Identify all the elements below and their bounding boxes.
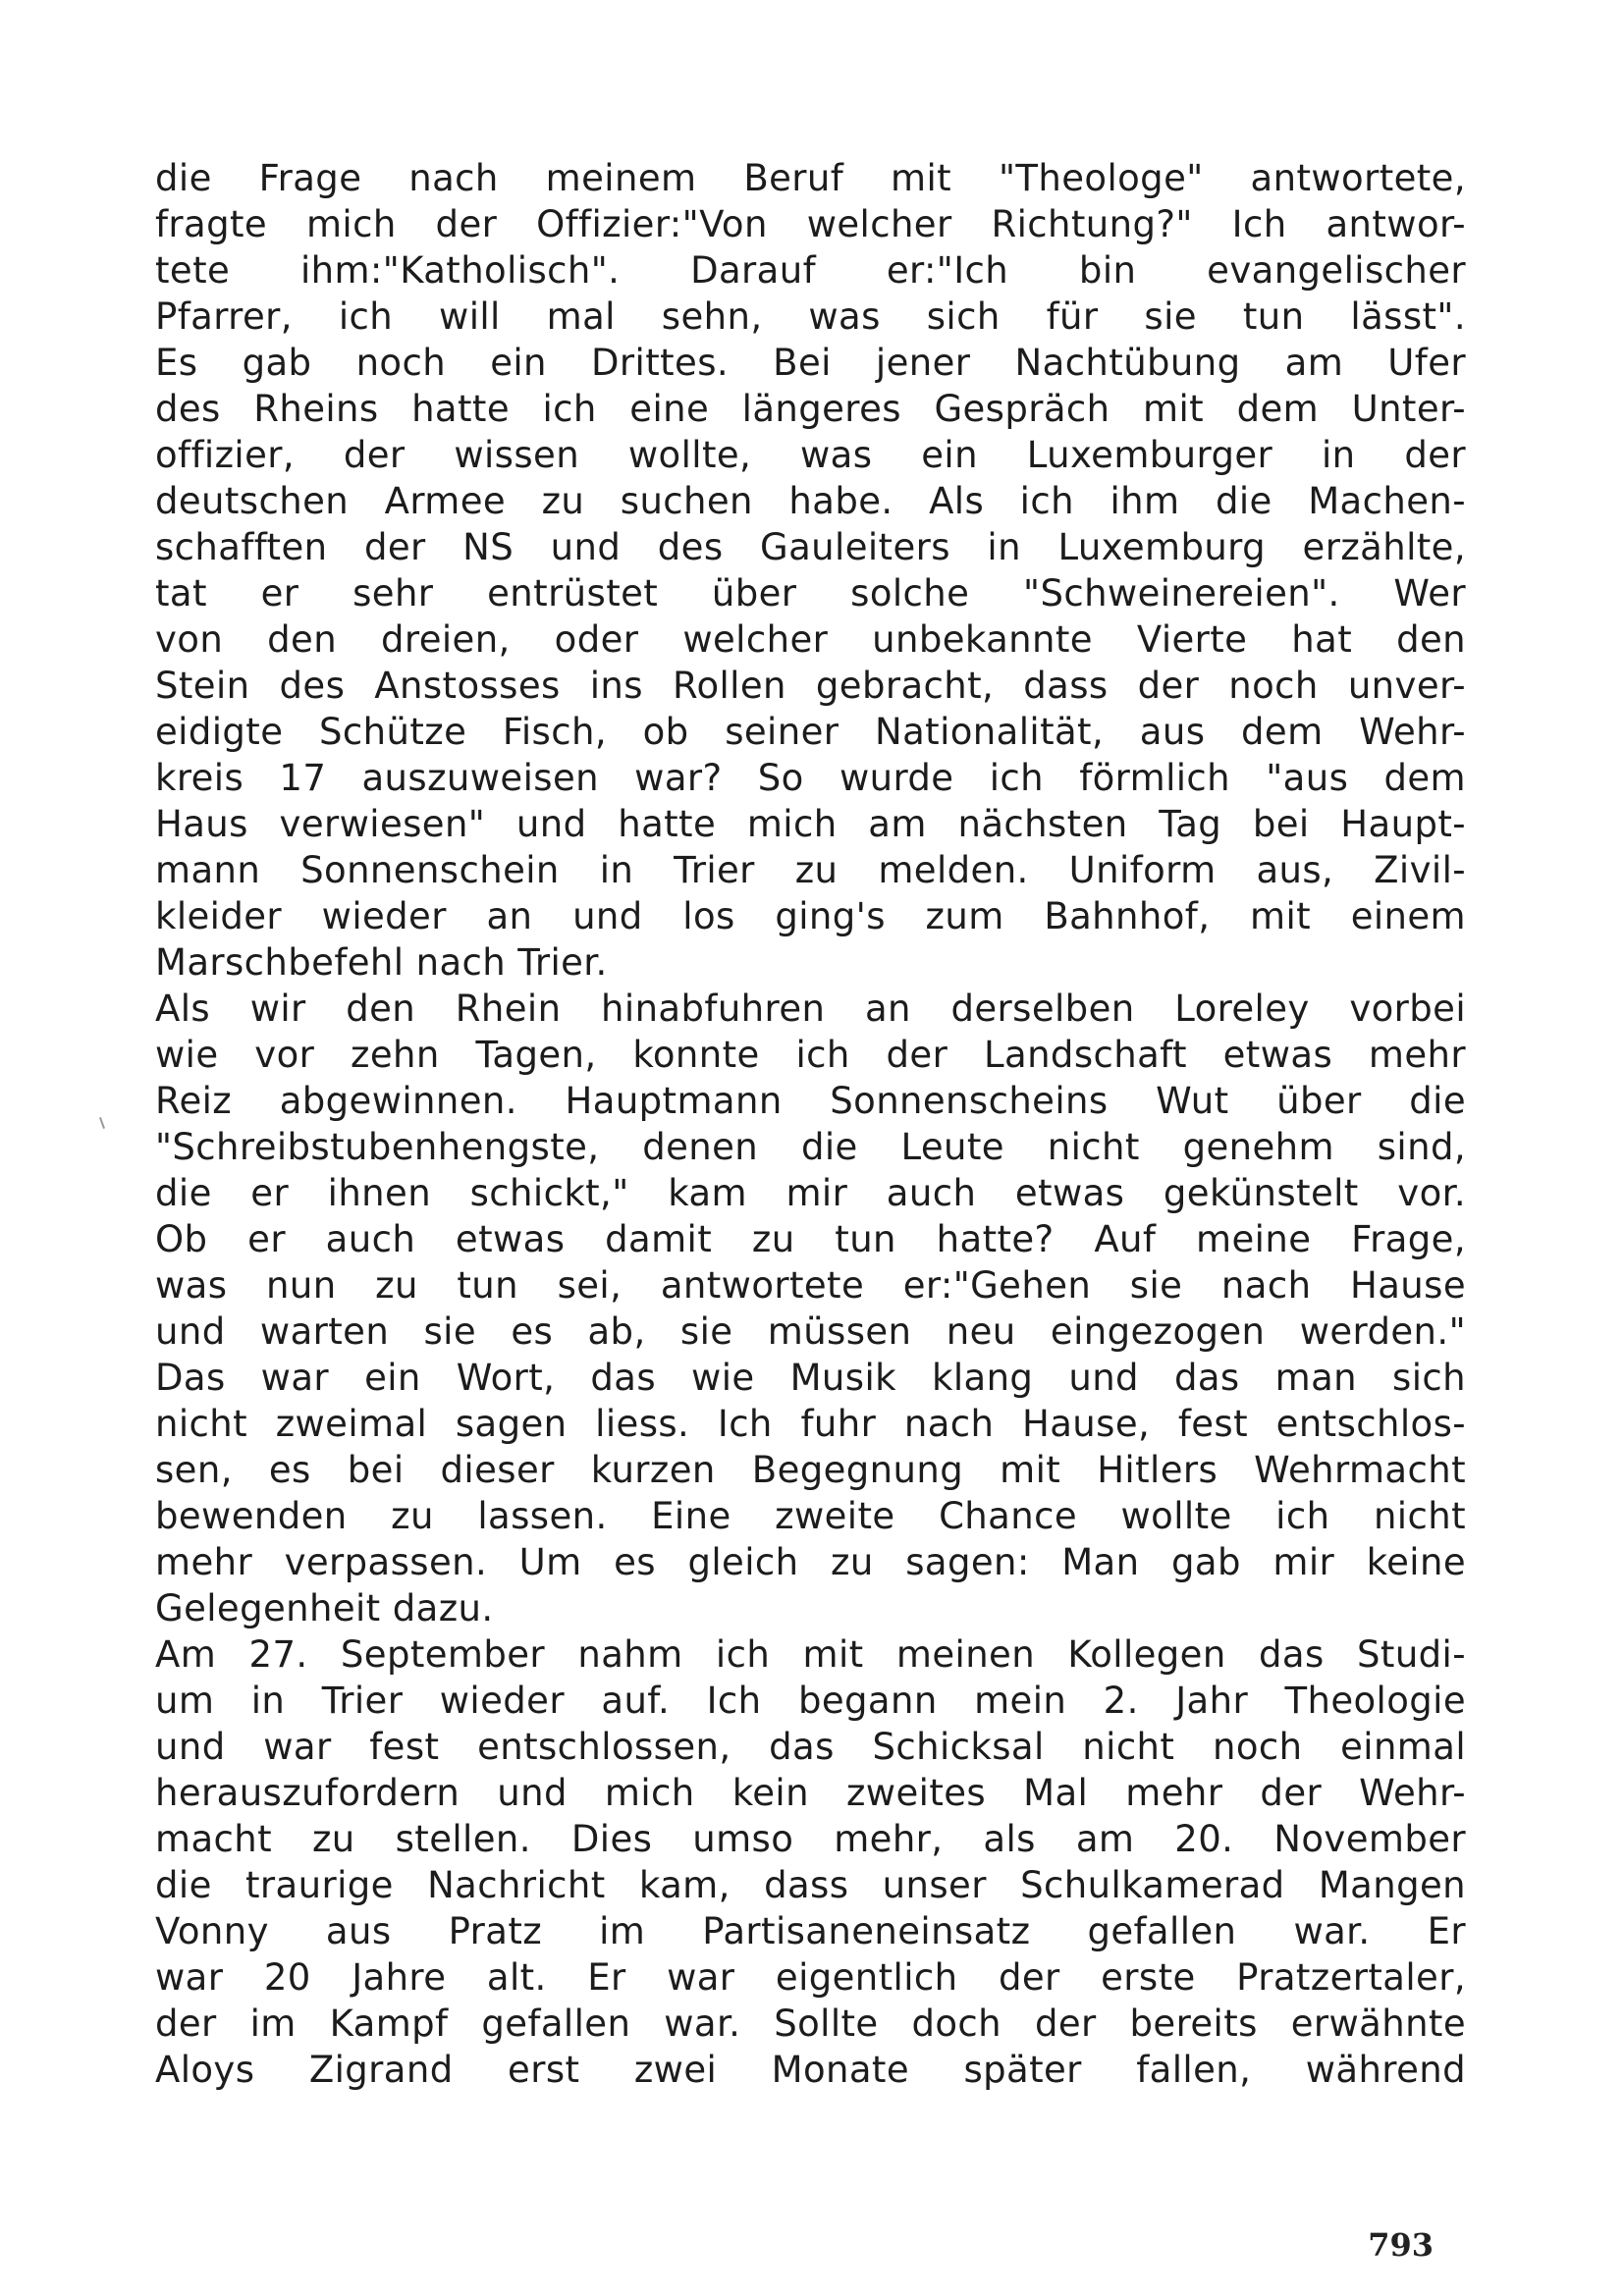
text-line: Am 27. September nahm ich mit meinen Kollegen das Studi-	[155, 1633, 1466, 1676]
text-line: macht zu stellen. Dies umso mehr, als am 20. November	[155, 1818, 1466, 1860]
text-line: Es gab noch ein Drittes. Bei jener Nachtübung am Ufer	[155, 342, 1466, 384]
text-line: bewenden zu lassen. Eine zweite Chance wollte ich nicht	[155, 1495, 1466, 1537]
text-line: die traurige Nachricht kam, dass unser Schulkamerad Mangen	[155, 1864, 1466, 1906]
text-line: Pfarrer, ich will mal sehn, was sich für sie tun lässt".	[155, 295, 1466, 338]
text-line: Als wir den Rhein hinabfuhren an derselben Loreley vorbei	[155, 988, 1466, 1030]
text-line: "Schreibstubenhengste, denen die Leute nicht genehm sind,	[155, 1126, 1466, 1168]
text-line: der im Kampf gefallen war. Sollte doch der bereits erwähnte	[155, 2002, 1466, 2045]
page-number: 793	[1368, 2226, 1434, 2264]
text-line: des Rheins hatte ich eine längeres Gespräch mit dem Unter-	[155, 388, 1466, 430]
text-line: Haus verwiesen" und hatte mich am nächsten Tag bei Haupt-	[155, 803, 1466, 845]
text-line: Aloys Zigrand erst zwei Monate später fallen, während	[155, 2049, 1466, 2091]
text-line: und war fest entschlossen, das Schicksal nicht noch einmal	[155, 1726, 1466, 1768]
text-line: von den dreien, oder welcher unbekannte Vierte hat den	[155, 618, 1466, 661]
text-line: Vonny aus Pratz im Partisaneneinsatz gefallen war. Er	[155, 1910, 1466, 1952]
text-line: was nun zu tun sei, antwortete er:"Gehen sie nach Hause	[155, 1264, 1466, 1307]
text-line: und warten sie es ab, sie müssen neu eingezogen werden."	[155, 1310, 1466, 1353]
text-line: Stein des Anstosses ins Rollen gebracht, dass der noch unver-	[155, 665, 1466, 707]
text-line: mehr verpassen. Um es gleich zu sagen: Man gab mir keine	[155, 1541, 1466, 1583]
paragraph-end-line: Gelegenheit dazu.	[155, 1587, 494, 1629]
text-line: Reiz abgewinnen. Hauptmann Sonnenscheins Wut über die	[155, 1080, 1466, 1122]
text-line: kleider wieder an und los ging's zum Bahnhof, mit einem	[155, 895, 1466, 937]
text-line: Ob er auch etwas damit zu tun hatte? Auf meine Frage,	[155, 1218, 1466, 1260]
text-line: die er ihnen schickt," kam mir auch etwas gekünstelt vor.	[155, 1172, 1466, 1214]
text-line: herauszufordern und mich kein zweites Mal mehr der Wehr-	[155, 1772, 1466, 1814]
text-line: tete ihm:"Katholisch". Darauf er:"Ich bin evangelischer	[155, 249, 1466, 292]
text-line: deutschen Armee zu suchen habe. Als ich ihm die Machen-	[155, 480, 1466, 522]
text-line: war 20 Jahre alt. Er war eigentlich der erste Pratzertaler,	[155, 1956, 1466, 1999]
text-line: sen, es bei dieser kurzen Begegnung mit Hitlers Wehrmacht	[155, 1449, 1466, 1491]
text-line: Das war ein Wort, das wie Musik klang und das man sich	[155, 1357, 1466, 1399]
paragraph-end-line: Marschbefehl nach Trier.	[155, 941, 608, 984]
text-line: um in Trier wieder auf. Ich begann mein 2. Jahr Theologie	[155, 1680, 1466, 1722]
text-line: fragte mich der Offizier:"Von welcher Richtung?" Ich antwor-	[155, 203, 1466, 245]
text-line: tat er sehr entrüstet über solche "Schweinereien". Wer	[155, 572, 1466, 614]
text-line: die Frage nach meinem Beruf mit "Theologe" antwortete,	[155, 157, 1466, 199]
text-line: schafften der NS und des Gauleiters in Luxemburg erzählte,	[155, 526, 1466, 568]
text-line: kreis 17 auszuweisen war? So wurde ich förmlich "aus dem	[155, 757, 1466, 799]
text-line: mann Sonnenschein in Trier zu melden. Uniform aus, Zivil-	[155, 849, 1466, 891]
text-line: wie vor zehn Tagen, konnte ich der Landschaft etwas mehr	[155, 1034, 1466, 1076]
text-line: eidigte Schütze Fisch, ob seiner Nationalität, aus dem Wehr-	[155, 711, 1466, 753]
text-line: nicht zweimal sagen liess. Ich fuhr nach Hause, fest entschlos-	[155, 1403, 1466, 1445]
body-text	[155, 155, 1466, 2093]
text-line: offizier, der wissen wollte, was ein Luxemburger in der	[155, 434, 1466, 476]
scan-speck	[99, 1117, 105, 1129]
